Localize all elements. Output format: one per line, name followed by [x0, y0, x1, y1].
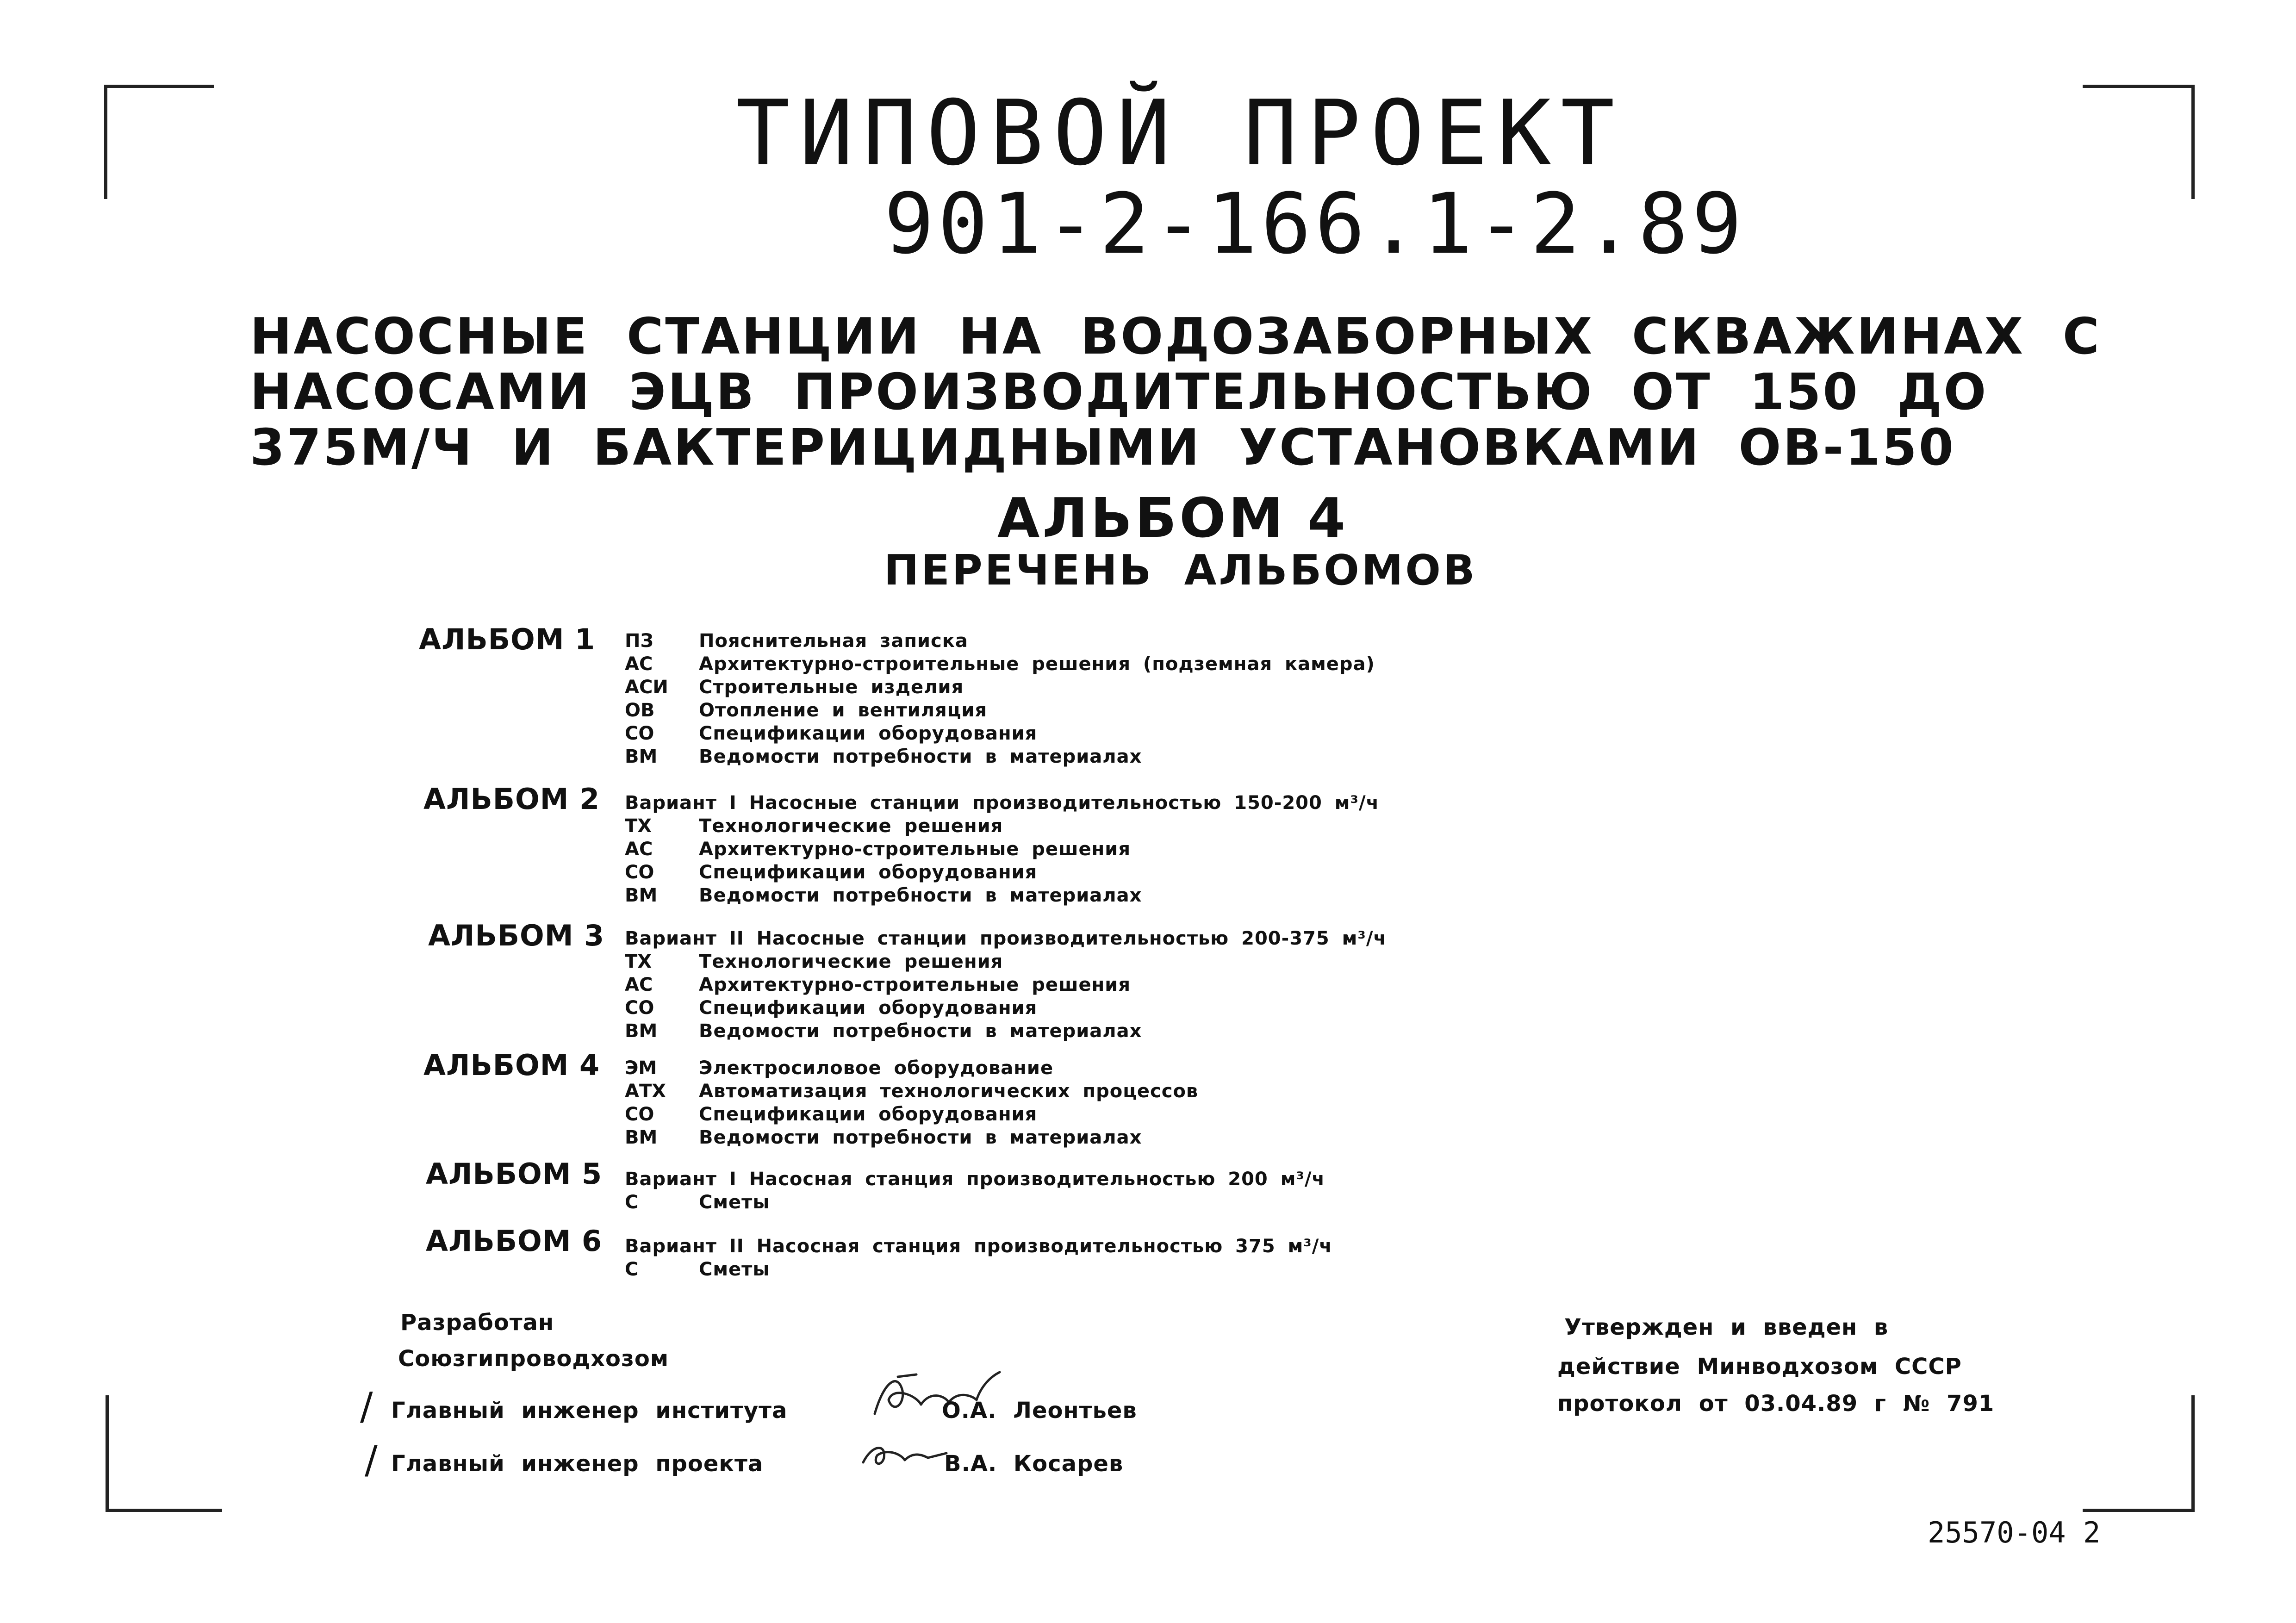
album-1-item-5: Спецификации оборудования	[699, 723, 1038, 744]
album-1-code-1: ПЗ	[625, 630, 653, 652]
slash-mark: /	[360, 1385, 373, 1429]
chief-engineer-project-name: В.А. Косарев	[944, 1451, 1124, 1477]
slash-mark: /	[365, 1438, 378, 1482]
album-1-item-4: Отопление и вентиляция	[699, 700, 988, 721]
album-1-item-2: Архитектурно-строительные решения (подземная камера)	[699, 653, 1375, 675]
subtitle-line-3: 375М/Ч И БАКТЕРИЦИДНЫМИ УСТАНОВКАМИ ОВ-150	[250, 419, 1955, 477]
album-1-code-6: ВМ	[625, 746, 658, 767]
frame-corner-bottom-left	[106, 1395, 222, 1512]
album-6-code-2: С	[625, 1259, 639, 1280]
album-1-code-4: ОВ	[625, 700, 655, 721]
frame-corner-top-left	[104, 85, 214, 199]
album-3-title: АЛЬБОМ 3	[428, 919, 605, 952]
album-5-code-2: С	[625, 1192, 639, 1213]
chief-engineer-institute-name: О.А. Леонтьев	[942, 1398, 1137, 1424]
album-2-title: АЛЬБОМ 2	[423, 782, 600, 816]
album-4-code-4: ВМ	[625, 1127, 658, 1148]
album-3-item-5: Ведомости потребности в материалах	[699, 1020, 1142, 1042]
subtitle-line-1: НАСОСНЫЕ СТАНЦИИ НА ВОДОЗАБОРНЫХ СКВАЖИНАХ С	[250, 308, 2102, 366]
archive-stamp: 25570-04 2	[1928, 1516, 2101, 1549]
album-4-code-3: СО	[625, 1104, 654, 1125]
album-3-item-1: Вариант II Насосные станции производительностью 200-375 м³/ч	[625, 928, 1387, 949]
album-3-code-2: ТХ	[625, 951, 652, 972]
album-3-item-2: Технологические решения	[699, 951, 1003, 972]
album-5-item-2: Сметы	[699, 1192, 770, 1213]
album-4-code-1: ЭМ	[625, 1057, 657, 1079]
album-6-item-2: Сметы	[699, 1259, 770, 1280]
developer-line-2: Союзгипроводхозом	[398, 1346, 669, 1372]
developer-line-1: Разработан	[400, 1310, 554, 1336]
album-4-item-4: Ведомости потребности в материалах	[699, 1127, 1142, 1148]
frame-corner-bottom-right	[2083, 1395, 2195, 1512]
album-1-title: АЛЬБОМ 1	[419, 622, 596, 656]
album-heading: АЛЬБОМ 4	[997, 486, 1349, 550]
album-2-item-1: Вариант I Насосные станции производительностью 150-200 м³/ч	[625, 792, 1380, 814]
signature-kosarev	[859, 1435, 951, 1476]
album-1-item-3: Строительные изделия	[699, 677, 964, 698]
album-2-code-5: ВМ	[625, 885, 658, 906]
album-4-item-3: Спецификации оборудования	[699, 1104, 1038, 1125]
album-4-item-1: Электросиловое оборудование	[699, 1057, 1054, 1079]
album-1-code-2: АС	[625, 653, 653, 675]
album-3-code-3: АС	[625, 974, 653, 995]
album-3-item-3: Архитектурно-строительные решения	[699, 974, 1131, 995]
album-2-item-3: Архитектурно-строительные решения	[699, 839, 1131, 860]
album-6-item-1: Вариант II Насосная станция производительностью 375 м³/ч	[625, 1236, 1332, 1257]
approval-line-3: протокол от 03.04.89 г № 791	[1557, 1391, 1995, 1417]
album-5-title: АЛЬБОМ 5	[426, 1157, 603, 1191]
subtitle-line-2: НАСОСАМИ ЭЦВ ПРОИЗВОДИТЕЛЬНОСТЬЮ ОТ 150 ДО	[250, 363, 1988, 421]
album-3-code-4: СО	[625, 997, 654, 1019]
album-1-code-3: АСИ	[625, 677, 668, 698]
album-2-code-4: СО	[625, 862, 654, 883]
album-1-item-6: Ведомости потребности в материалах	[699, 746, 1142, 767]
album-2-code-2: ТХ	[625, 815, 652, 837]
album-3-code-5: ВМ	[625, 1020, 658, 1042]
approval-line-1: Утвержден и введен в	[1564, 1314, 1889, 1340]
album-list-heading: ПЕРЕЧЕНЬ АЛЬБОМОВ	[884, 546, 1477, 595]
document-title: ТИПОВОЙ ПРОЕКТ	[736, 81, 1624, 186]
album-4-title: АЛЬБОМ 4	[423, 1048, 600, 1082]
album-2-item-4: Спецификации оборудования	[699, 862, 1038, 883]
album-5-item-1: Вариант I Насосная станция производительностью 200 м³/ч	[625, 1169, 1325, 1190]
approval-line-2: действие Минводхозом СССР	[1557, 1354, 1962, 1380]
album-1-item-1: Пояснительная записка	[699, 630, 968, 652]
album-6-title: АЛЬБОМ 6	[426, 1224, 603, 1258]
album-2-code-3: АС	[625, 839, 653, 860]
frame-corner-top-right	[2083, 85, 2195, 199]
album-4-code-2: АТХ	[625, 1081, 666, 1102]
chief-engineer-project: Главный инженер проекта	[391, 1451, 764, 1477]
album-2-item-2: Технологические решения	[699, 815, 1003, 837]
chief-engineer-institute: Главный инженер института	[391, 1398, 788, 1424]
album-4-item-2: Автоматизация технологических процессов	[699, 1081, 1199, 1102]
album-2-item-5: Ведомости потребности в материалах	[699, 885, 1142, 906]
album-1-code-5: СО	[625, 723, 654, 744]
project-number: 901-2-166.1-2.89	[884, 176, 1746, 273]
album-3-item-4: Спецификации оборудования	[699, 997, 1038, 1019]
